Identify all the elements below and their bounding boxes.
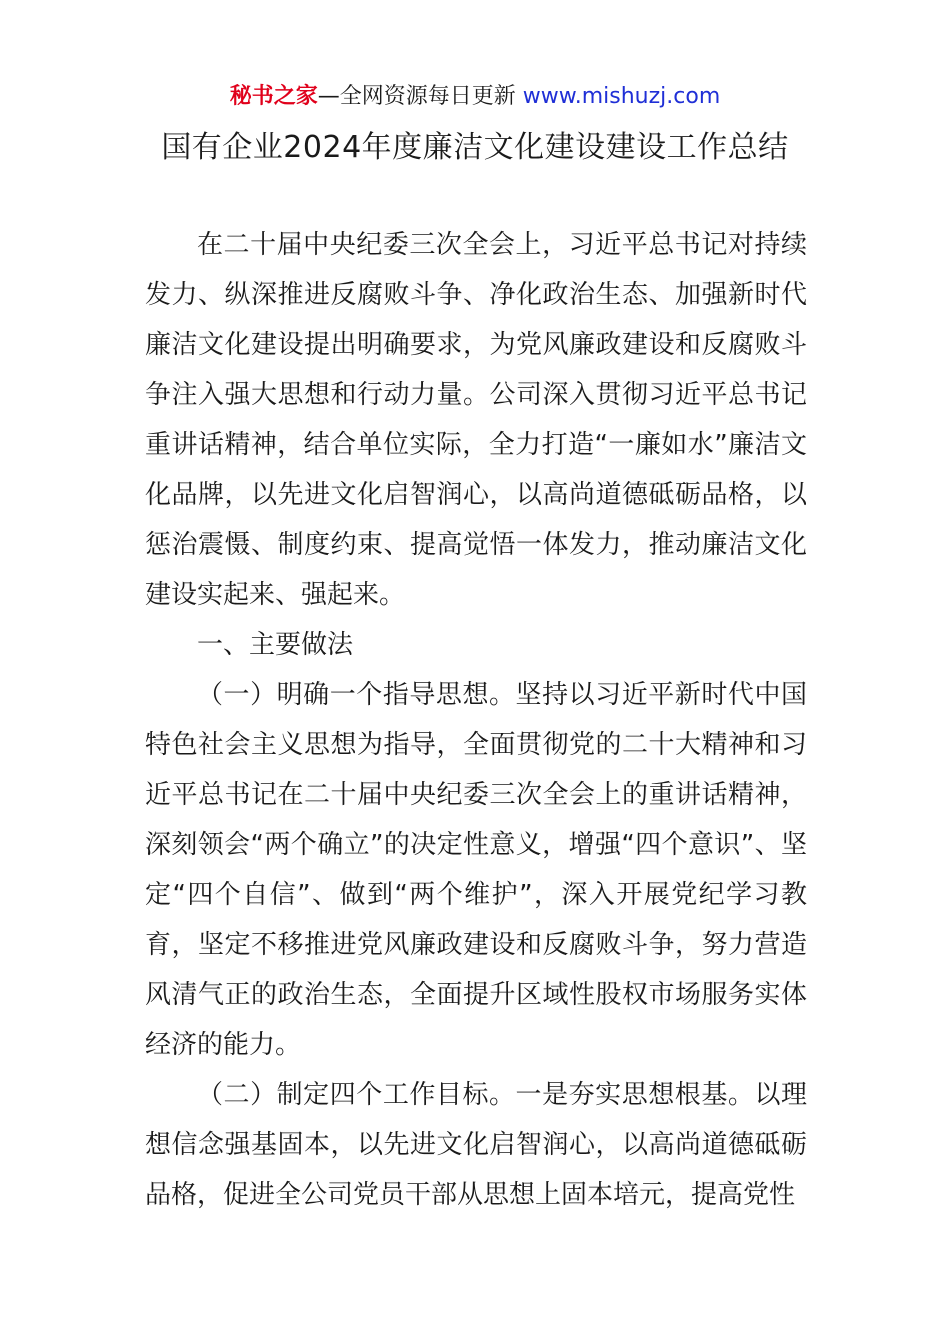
site-url-link[interactable]: www.mishuzj.com <box>522 84 721 109</box>
document-body <box>145 220 807 1220</box>
document-title: 国有企业2024年度廉洁文化建设建设工作总结 <box>161 130 789 165</box>
site-header <box>0 82 950 112</box>
paragraph-guiding-thought: （一）明确一个指导思想。坚持以习近平新时代中国特色社会主义思想为指导，全面贯彻党的二十大精神和习近平总书记在二十届中央纪委三次全会上的重讲话精神，深刻领会“两个确立”的决定性意义，增强“四个意识”、坚定“四个自信”、做到“两个维护”，深入开展党纪学习教育，坚定不移推进党风廉政建设和反腐败斗争，努力营造风清气正的政治生态，全面提升区域性股权市场服务实体经济的能力。 <box>145 680 807 1060</box>
header-tagline: —全网资源每日更新 <box>317 84 516 109</box>
brand-name: 秘书之家 <box>229 84 318 109</box>
paragraph-intro: 在二十届中央纪委三次全会上，习近平总书记对持续发力、纵深推进反腐败斗争、净化政治生态、加强新时代廉洁文化建设提出明确要求，为党风廉政建设和反腐败斗争注入强大思想和行动力量。公司深入贯彻习近平总书记重讲话精神，结合单位实际，全力打造“一廉如水”廉洁文化品牌，以先进文化启智润心，以高尚道德砥砺品格，以惩治震慑、制度约束、提高觉悟一体发力，推动廉洁文化建设实起来、强起来。 <box>145 230 807 610</box>
section-heading-main-practices: 一、主要做法 <box>197 630 354 660</box>
paragraph-work-goals: （二）制定四个工作目标。一是夯实思想根基。以理想信念强基固本，以先进文化启智润心，以高尚道德砥砺品格，促进全公司党员干部从思想上固本培元，提高党性 <box>145 1080 807 1210</box>
